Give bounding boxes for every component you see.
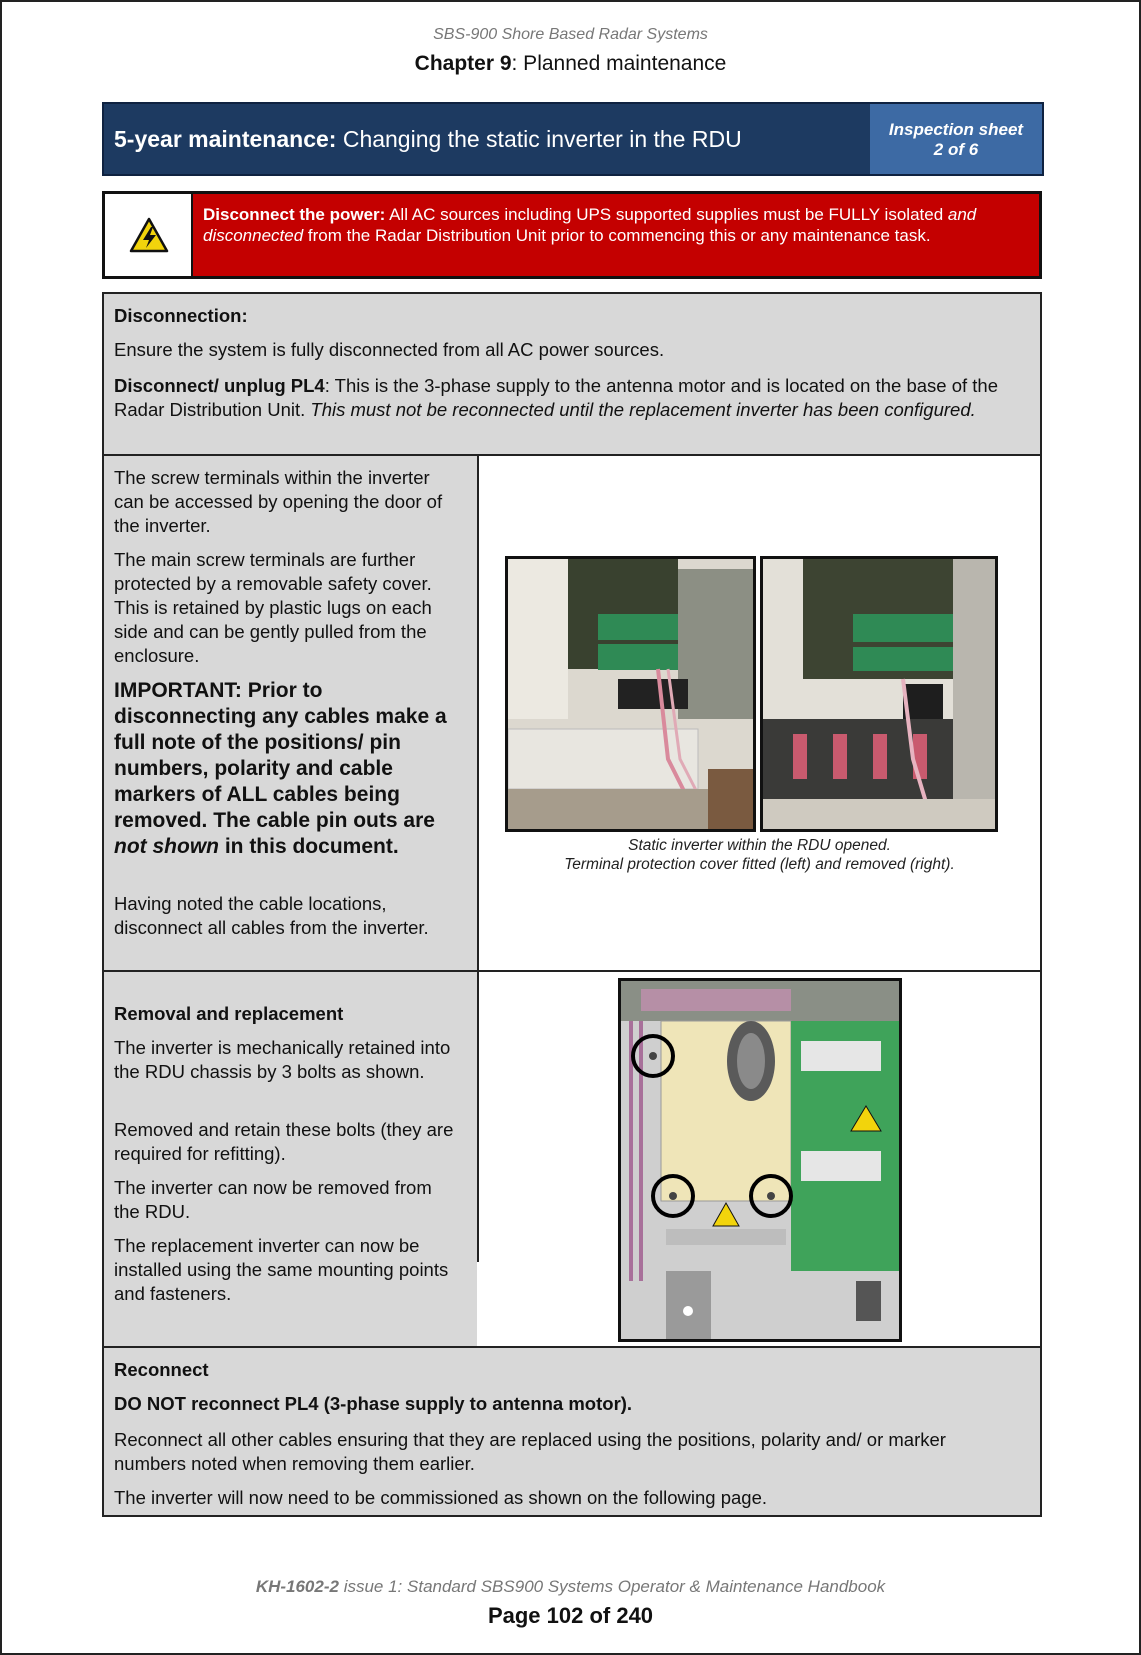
photo-caption-line2: Terminal protection cover fitted (left) and removed (right). (564, 856, 955, 873)
chapter-title: : Planned maintenance (511, 52, 727, 75)
removal-p3: The inverter can now be removed from the RDU. (114, 1177, 432, 1222)
warning-text-part1: All AC sources including UPS supported supplies must be FULLY isolated (385, 205, 948, 224)
removal-p2: Removed and retain these bolts (they are required for refitting). (114, 1119, 454, 1164)
footer-issue (2, 1577, 1139, 1597)
photo-caption-line1: Static inverter within the RDU opened. (628, 837, 891, 854)
photo-cover-fitted (505, 556, 756, 832)
footer-issue-text: issue 1: Standard SBS900 Systems Operator & Maintenance Handbook (338, 1577, 886, 1596)
header-system-name: SBS-900 Shore Based Radar Systems (433, 26, 708, 43)
inspection-sheet-badge (870, 104, 1042, 174)
section-title-bold: 5-year maintenance: (114, 126, 337, 152)
terminals-p2: The main screw terminals are further protected by a removable safety cover. This is retained by plastic lugs on each side and can be gently pulled from the enclosure. (114, 549, 432, 666)
important-note (114, 678, 469, 860)
reconnect-section (104, 1348, 1040, 1515)
pl4-text: : This is the 3-phase supply to the antenna motor and is located on the base of the Radar Distribution Unit. (114, 375, 999, 420)
section-title (114, 126, 742, 153)
power-warning-banner (102, 191, 1042, 279)
reconnect-p1: Reconnect all other cables ensuring that they are replaced using the positions, polarity and/ or marker numbers noted when removing them earlier. (114, 1429, 946, 1474)
disconnection-pl4 (114, 374, 1010, 422)
inspection-sheet-number: 2 of 6 (933, 140, 979, 159)
removal-text-cell (104, 972, 477, 1346)
bolt-photo-cell (479, 972, 1040, 1346)
terminals-text-cell (104, 456, 477, 970)
warning-text (203, 204, 1029, 246)
section-title-bar (102, 102, 1044, 176)
terminals-photo-cell (479, 456, 1040, 970)
pl4-italic: This must not be reconnected until the replacement inverter has been configured. (310, 399, 976, 420)
reconnect-heading: Reconnect (114, 1359, 209, 1380)
important-text-a: IMPORTANT: Prior to disconnecting any cables make a full note of the positions/ pin numbers, polarity and cable markers of ALL cables being removed. The cable pin outs are (114, 679, 447, 832)
removal-heading: Removal and replacement (114, 1003, 344, 1024)
removal-p4: The replacement inverter can now be installed using the same mounting points and fasteners. (114, 1235, 449, 1304)
warning-bold: Disconnect the power: (203, 205, 386, 224)
warning-icon-box (105, 194, 193, 276)
footer-doc-id: KH-1602-2 (255, 1577, 339, 1596)
inspection-sheet-label: Inspection sheet (888, 120, 1024, 139)
important-italic: not shown (114, 835, 219, 858)
high-voltage-warning-icon (129, 217, 169, 253)
header-chapter (2, 52, 1139, 76)
procedure-table (102, 292, 1042, 1517)
warning-text-part2: from the Radar Distribution Unit prior to commencing this or any maintenance task. (303, 226, 931, 245)
section-title-rest: Changing the static inverter in the RDU (336, 126, 742, 152)
pl4-bold: Disconnect/ unplug PL4 (114, 375, 325, 396)
photo-cover-removed (760, 556, 998, 832)
disconnection-line1: Ensure the system is fully disconnected from all AC power sources. (114, 339, 665, 360)
photo-inverter-bolts (618, 978, 902, 1342)
page-number: Page 102 of 240 (487, 1603, 654, 1628)
reconnect-p2: The inverter will now need to be commissioned as shown on the following page. (114, 1487, 768, 1508)
removal-p1: The inverter is mechanically retained into the RDU chassis by 3 bolts as shown. (114, 1037, 451, 1082)
disconnection-heading: Disconnection: (114, 305, 248, 326)
important-text-b: in this document. (218, 835, 399, 858)
terminals-p1: The screw terminals within the inverter can be accessed by opening the door of the inverter. (114, 467, 443, 536)
chapter-label: Chapter 9 (414, 52, 512, 75)
disconnection-section (104, 294, 1040, 456)
terminals-p3: Having noted the cable locations, disconnect all cables from the inverter. (114, 893, 429, 938)
reconnect-warning: DO NOT reconnect PL4 (3-phase supply to antenna motor). (114, 1393, 633, 1414)
warning-italic: and disconnected (203, 205, 977, 245)
